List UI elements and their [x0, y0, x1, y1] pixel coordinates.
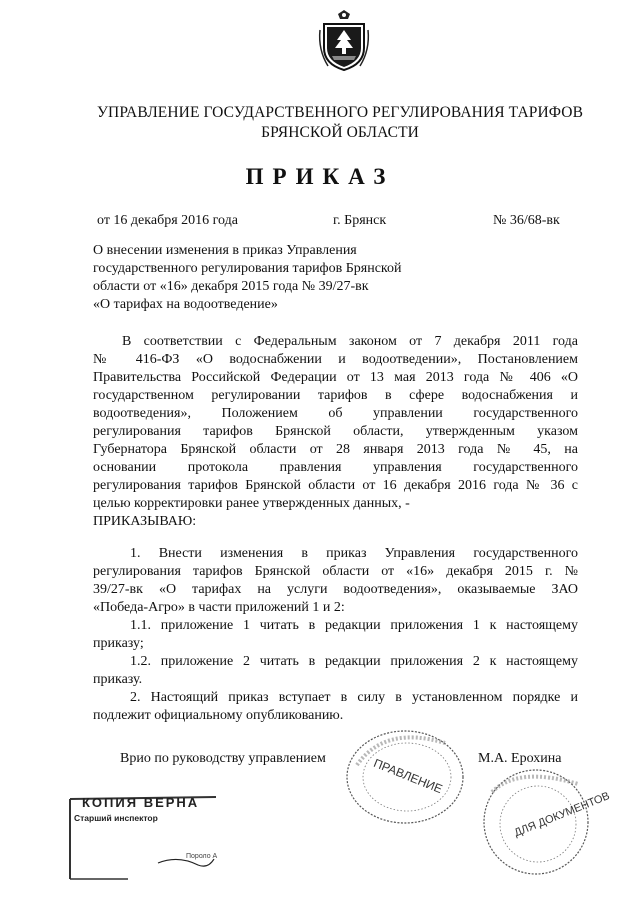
round-seal-stamp: [345, 725, 465, 825]
subject-line: О внесении изменения в приказ Управления: [93, 243, 357, 258]
order-item-1-1: [93, 617, 578, 653]
preamble-line: В соответствии с Федеральным законом от 7 декабря 2011 года: [122, 334, 578, 349]
coat-of-arms-emblem: [318, 10, 370, 72]
organization-name-line1: УПРАВЛЕНИЕ ГОСУДАРСТВЕННОГО РЕГУЛИРОВАНИЯ ТАРИФОВ: [96, 104, 584, 121]
copy-stamp-sign: Пороло А: [186, 853, 218, 860]
preamble-line: водоотведения», Положением об управлении государственного: [93, 406, 578, 421]
document-city: г. Брянск: [333, 213, 387, 228]
order-word: ПРИКАЗЫВАЮ:: [93, 514, 197, 529]
item-line: 1.2. приложение 2 читать в редакции приложения 2 к настоящему: [130, 654, 578, 669]
preamble-line: Правительства Российской Федерации от 13 мая 2013 года № 406 «О: [93, 370, 578, 385]
item-line: «Победа-Агро» в части приложений 1 и 2:: [93, 600, 345, 615]
copy-stamp-role: Старший инспектор: [74, 813, 158, 823]
round-stamp2-text: ДЛЯ ДОКУМЕНТОВ: [512, 790, 612, 840]
preamble-line: целью корректировки ранее утвержденных данных, -: [93, 496, 410, 511]
copy-stamp-title: КОПИЯ ВЕРНА: [82, 795, 200, 810]
preamble-line: Губернатора Брянской области от 28 января 2013 года № 45, на: [93, 442, 578, 457]
organization-name-line2: БРЯНСКОЙ ОБЛАСТИ: [261, 124, 419, 141]
document-date: от 16 декабря 2016 года: [97, 213, 238, 228]
signatory-name: М.А. Ерохина: [478, 751, 562, 766]
item-line: приказу;: [93, 636, 144, 651]
preamble-line: регулирования тарифов Брянской области, утвержденным указом: [93, 424, 578, 439]
item-line: 39/27-вк «О тарифах на услуги водоотведения», оказываемые ЗАО: [93, 582, 578, 597]
item-line: регулирования тарифов Брянской области от «16» декабря 2015 г. №: [93, 564, 578, 579]
preamble-line: основании протокола правления управления государственного: [93, 460, 578, 475]
subject-line: государственного регулирования тарифов Брянской: [93, 261, 402, 276]
item-line: 1. Внести изменения в приказ Управления государственного: [130, 546, 578, 561]
document-subject: [93, 242, 433, 314]
item-line: 1.1. приложение 1 читать в редакции приложения 1 к настоящему: [130, 618, 578, 633]
order-item-1-2: [93, 653, 578, 689]
subject-line: области от «16» декабря 2015 года № 39/27-вк: [93, 279, 369, 294]
subject-line: «О тарифах на водоотведение»: [93, 297, 278, 312]
preamble-line: государственном регулировании тарифов в сфере водоснабжения и: [93, 388, 578, 403]
round-stamp-text: ПРАВЛЕНИЕ: [371, 755, 445, 797]
order-item-2: [93, 689, 578, 725]
order-item-1: [93, 545, 578, 617]
signatory-position: Врио по руководству управлением: [120, 751, 326, 766]
document-number: № 36/68-вк: [493, 213, 560, 228]
preamble-line: № 416-ФЗ «О водоснабжении и водоотведении», Постановлением: [93, 352, 578, 367]
preamble-line: регулирования тарифов Брянской области от 16 декабря 2016 года № 36 с: [93, 478, 578, 493]
item-line: приказу.: [93, 672, 143, 687]
document-title: ПРИКАЗ: [245, 164, 395, 189]
round-seal-stamp-2: [478, 762, 612, 880]
copy-certified-stamp: [68, 793, 218, 881]
item-line: 2. Настоящий приказ вступает в силу в установленном порядке и: [130, 690, 578, 705]
preamble-paragraph: [93, 333, 578, 531]
item-line: подлежит официальному опубликованию.: [93, 708, 344, 723]
